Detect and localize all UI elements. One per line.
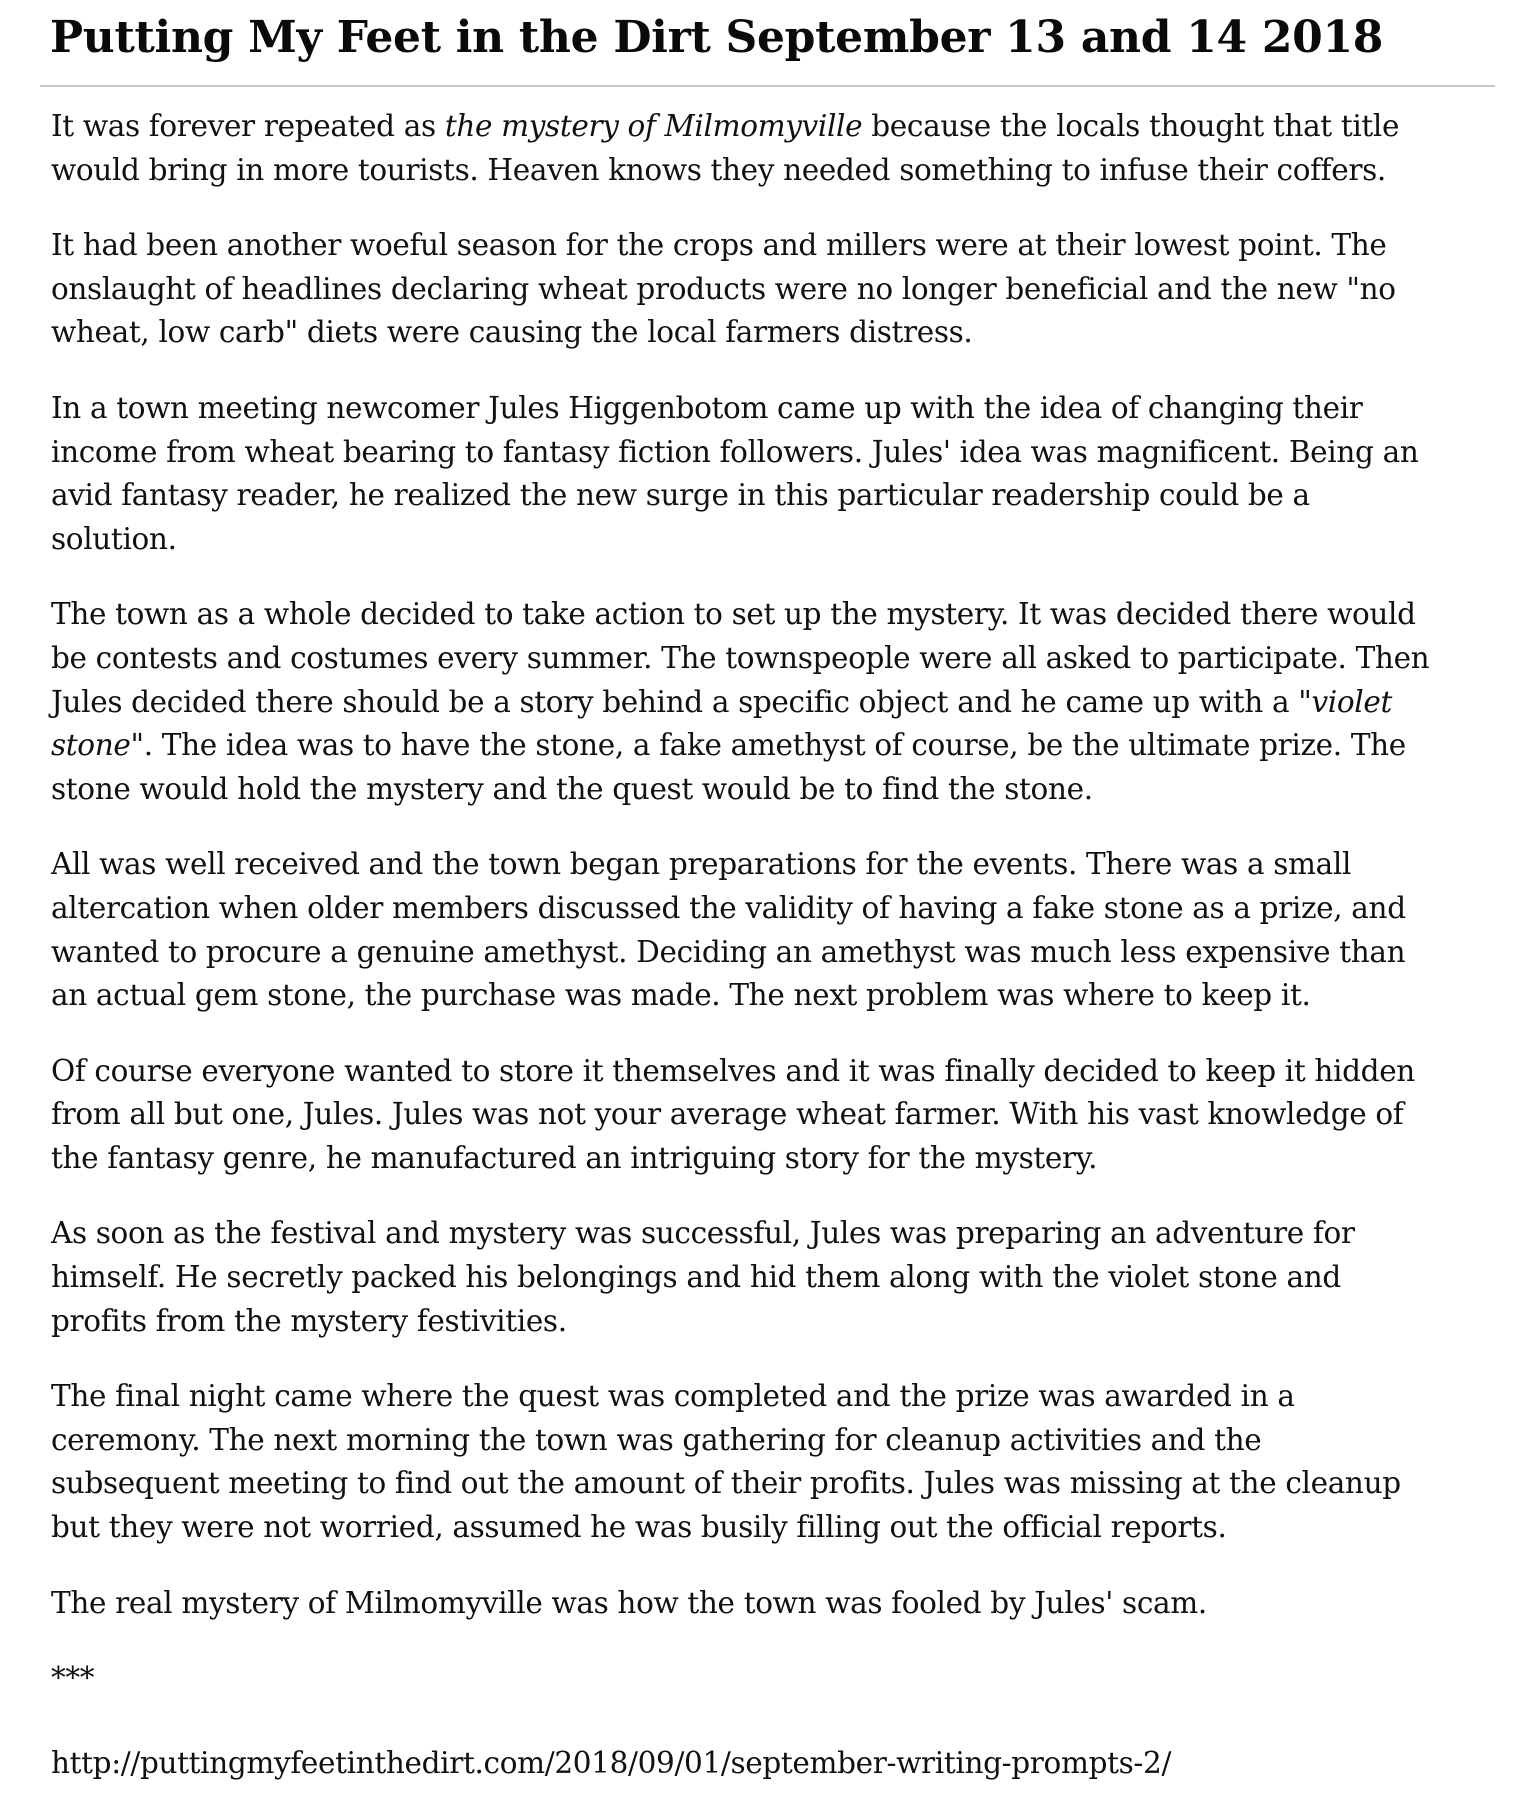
text-segment: It had been another woeful season for the crops and millers were at their lowest point. The — [51, 228, 1387, 263]
text-segment: stone would hold the mystery and the quest would be to find the stone. — [51, 771, 1093, 806]
text-line — [51, 1093, 1501, 1137]
text-segment: The town as a whole decided to take action to set up the mystery. It was decided there would — [51, 597, 1416, 632]
text-line — [51, 593, 1501, 637]
text-line — [51, 843, 1501, 887]
text-line — [51, 268, 1501, 312]
text-segment: but they were not worried, assumed he was busily filling out the official reports. — [51, 1510, 1227, 1545]
title-divider — [40, 85, 1495, 87]
text-line — [51, 224, 1501, 268]
text-segment: altercation when older members discussed the validity of having a fake stone as a prize, and — [51, 890, 1406, 925]
text-segment: himself. He secretly packed his belongings and hid them along with the violet stone and — [51, 1260, 1341, 1295]
text-segment: It was forever repeated as — [51, 109, 445, 143]
text-line — [51, 518, 1501, 562]
text-line — [51, 637, 1501, 681]
text-segment: Jules decided there should be a story behind a specific object and he came up with a — [51, 684, 1299, 719]
paragraph — [51, 224, 1501, 355]
text-segment: subsequent meeting to find out the amount of their profits. Jules was missing at the cleanup — [51, 1466, 1401, 1501]
paragraph — [51, 1582, 1501, 1626]
text-line — [51, 931, 1501, 975]
text-segment: wanted to procure a genuine amethyst. Deciding an amethyst was much less expensive than — [51, 934, 1406, 969]
source-url: http://puttingmyfeetinthedirt.com/2018/09/01/september-writing-prompts-2/ — [51, 1745, 1172, 1780]
text-line — [51, 887, 1501, 931]
text-segment: profits from the mystery festivities. — [51, 1303, 567, 1338]
paragraph — [51, 843, 1501, 1017]
italic-text: the mystery of Milmomyville — [444, 109, 863, 143]
text-line — [51, 1462, 1501, 1506]
text-line — [51, 1375, 1501, 1419]
text-segment: The real mystery of Milmomyville was how the town was fooled by Jules' scam. — [51, 1585, 1207, 1620]
paragraph — [51, 1375, 1501, 1549]
text-segment: because the locals thought that title — [862, 109, 1400, 143]
text-segment: be contests and costumes every summer. The townspeople were all asked to participate. Then — [51, 640, 1430, 675]
italic-text: stone" — [51, 728, 144, 763]
text-line — [51, 768, 1501, 812]
text-line — [51, 431, 1501, 475]
section-separator: *** — [51, 1661, 95, 1696]
text-segment: solution. — [51, 521, 177, 556]
paragraph — [51, 1212, 1501, 1343]
paragraph-list — [51, 105, 1501, 1625]
text-line — [51, 681, 1501, 725]
paragraph — [51, 387, 1501, 561]
text-line — [51, 724, 1501, 768]
italic-text: "violet — [1298, 684, 1392, 719]
text-segment: the fantasy genre, he manufactured an intriguing story for the mystery. — [51, 1140, 1098, 1175]
text-line — [51, 1050, 1501, 1094]
page-title: Putting My Feet in the Dirt September 13 and 14 2018 — [50, 12, 1384, 63]
text-segment: ceremony. The next morning the town was gathering for cleanup activities and the — [51, 1422, 1262, 1457]
text-line — [51, 474, 1501, 518]
text-segment: income from wheat bearing to fantasy fiction followers. Jules' idea was magnificent. Being an — [51, 434, 1419, 469]
paragraph — [51, 593, 1501, 811]
text-segment: . The idea was to have the stone, a fake amethyst of course, be the ultimate prize. The — [143, 728, 1406, 763]
text-segment: from all but one, Jules. Jules was not your average wheat farmer. With his vast knowledge of — [51, 1097, 1404, 1132]
paragraph — [51, 1050, 1501, 1181]
text-line — [51, 387, 1501, 431]
article-body — [51, 105, 1501, 1785]
text-segment: an actual gem stone, the purchase was made. The next problem was where to keep it. — [51, 978, 1311, 1013]
text-line — [51, 105, 1501, 149]
text-segment: wheat, low carb" diets were causing the local farmers distress. — [51, 315, 973, 350]
text-line — [51, 1137, 1501, 1181]
text-line — [51, 149, 1501, 193]
text-segment: The final night came where the quest was completed and the prize was awarded in a — [51, 1379, 1295, 1414]
text-segment: All was well received and the town began preparations for the events. There was a small — [51, 847, 1352, 882]
text-line — [51, 1419, 1501, 1463]
text-line — [51, 1582, 1501, 1626]
text-line — [51, 1212, 1501, 1256]
text-segment: As soon as the festival and mystery was successful, Jules was preparing an adventure for — [51, 1216, 1355, 1251]
text-segment: avid fantasy reader, he realized the new surge in this particular readership could be a — [51, 478, 1310, 513]
text-line — [51, 1300, 1501, 1344]
paragraph — [51, 105, 1501, 192]
text-line — [51, 974, 1501, 1018]
text-segment: would bring in more tourists. Heaven knows they needed something to infuse their coffers. — [51, 152, 1386, 187]
text-line — [51, 311, 1501, 355]
text-segment: In a town meeting newcomer Jules Higgenbotom came up with the idea of changing their — [51, 390, 1363, 425]
text-line — [51, 1506, 1501, 1550]
text-segment: onslaught of headlines declaring wheat products were no longer beneficial and the new "no — [51, 271, 1396, 306]
text-line — [51, 1256, 1501, 1300]
text-segment: Of course everyone wanted to store it themselves and it was finally decided to keep it hidden — [51, 1053, 1415, 1088]
